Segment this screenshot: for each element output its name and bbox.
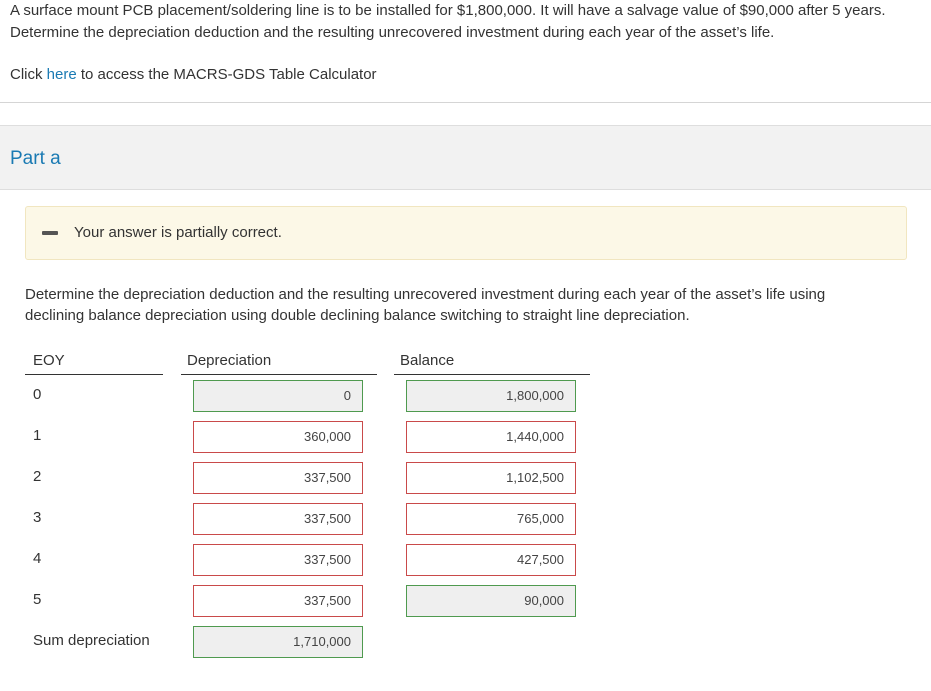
header-eoy: EOY xyxy=(25,352,163,375)
eoy-label: 1 xyxy=(33,427,42,444)
depreciation-input-1[interactable]: 360,000 xyxy=(193,421,363,453)
problem-line-1: A surface mount PCB placement/soldering line is to be installed for $1,800,000. It will have a salvage value of $90,000 after 5 years. xyxy=(10,2,886,19)
macrs-calculator-link[interactable]: here xyxy=(46,66,77,83)
click-suffix: to access the MACRS-GDS Table Calculator xyxy=(80,66,377,83)
sum-depreciation-input[interactable]: 1,710,000 xyxy=(193,626,363,658)
depreciation-input-2[interactable]: 337,500 xyxy=(193,462,363,494)
instruction-line-1: Determine the depreciation deduction and the resulting unrecovered investment during each year of the asset’s life using xyxy=(25,286,826,303)
header-depreciation: Depreciation xyxy=(181,352,377,375)
balance-input-5[interactable]: 90,000 xyxy=(406,585,576,617)
depreciation-input-5[interactable]: 337,500 xyxy=(193,585,363,617)
problem-statement xyxy=(10,0,925,44)
balance-input-2[interactable]: 1,102,500 xyxy=(406,462,576,494)
balance-input-0[interactable]: 1,800,000 xyxy=(406,380,576,412)
balance-input-4[interactable]: 427,500 xyxy=(406,544,576,576)
sum-depreciation-label: Sum depreciation xyxy=(33,632,150,649)
part-title[interactable]: Part a xyxy=(10,148,61,169)
click-prefix: Click xyxy=(10,66,43,83)
eoy-label: 5 xyxy=(33,591,42,608)
part-header xyxy=(0,125,931,190)
question-instruction xyxy=(25,284,905,326)
section-divider xyxy=(0,102,931,103)
balance-input-1[interactable]: 1,440,000 xyxy=(406,421,576,453)
eoy-label: 3 xyxy=(33,509,42,526)
partial-dash-icon xyxy=(42,231,58,235)
depreciation-input-3[interactable]: 337,500 xyxy=(193,503,363,535)
feedback-message: Your answer is partially correct. xyxy=(74,224,282,241)
eoy-label: 4 xyxy=(33,550,42,567)
feedback-banner xyxy=(25,206,907,260)
instruction-line-2: declining balance depreciation using double declining balance switching to straight line depreciation. xyxy=(25,307,690,324)
depreciation-input-4[interactable]: 337,500 xyxy=(193,544,363,576)
header-balance: Balance xyxy=(394,352,590,375)
calculator-link-line xyxy=(10,66,377,83)
problem-line-2: Determine the depreciation deduction and the resulting unrecovered investment during each year of the asset’s life. xyxy=(10,24,775,41)
depreciation-input-0[interactable]: 0 xyxy=(193,380,363,412)
balance-input-3[interactable]: 765,000 xyxy=(406,503,576,535)
eoy-label: 2 xyxy=(33,468,42,485)
eoy-label: 0 xyxy=(33,386,42,403)
